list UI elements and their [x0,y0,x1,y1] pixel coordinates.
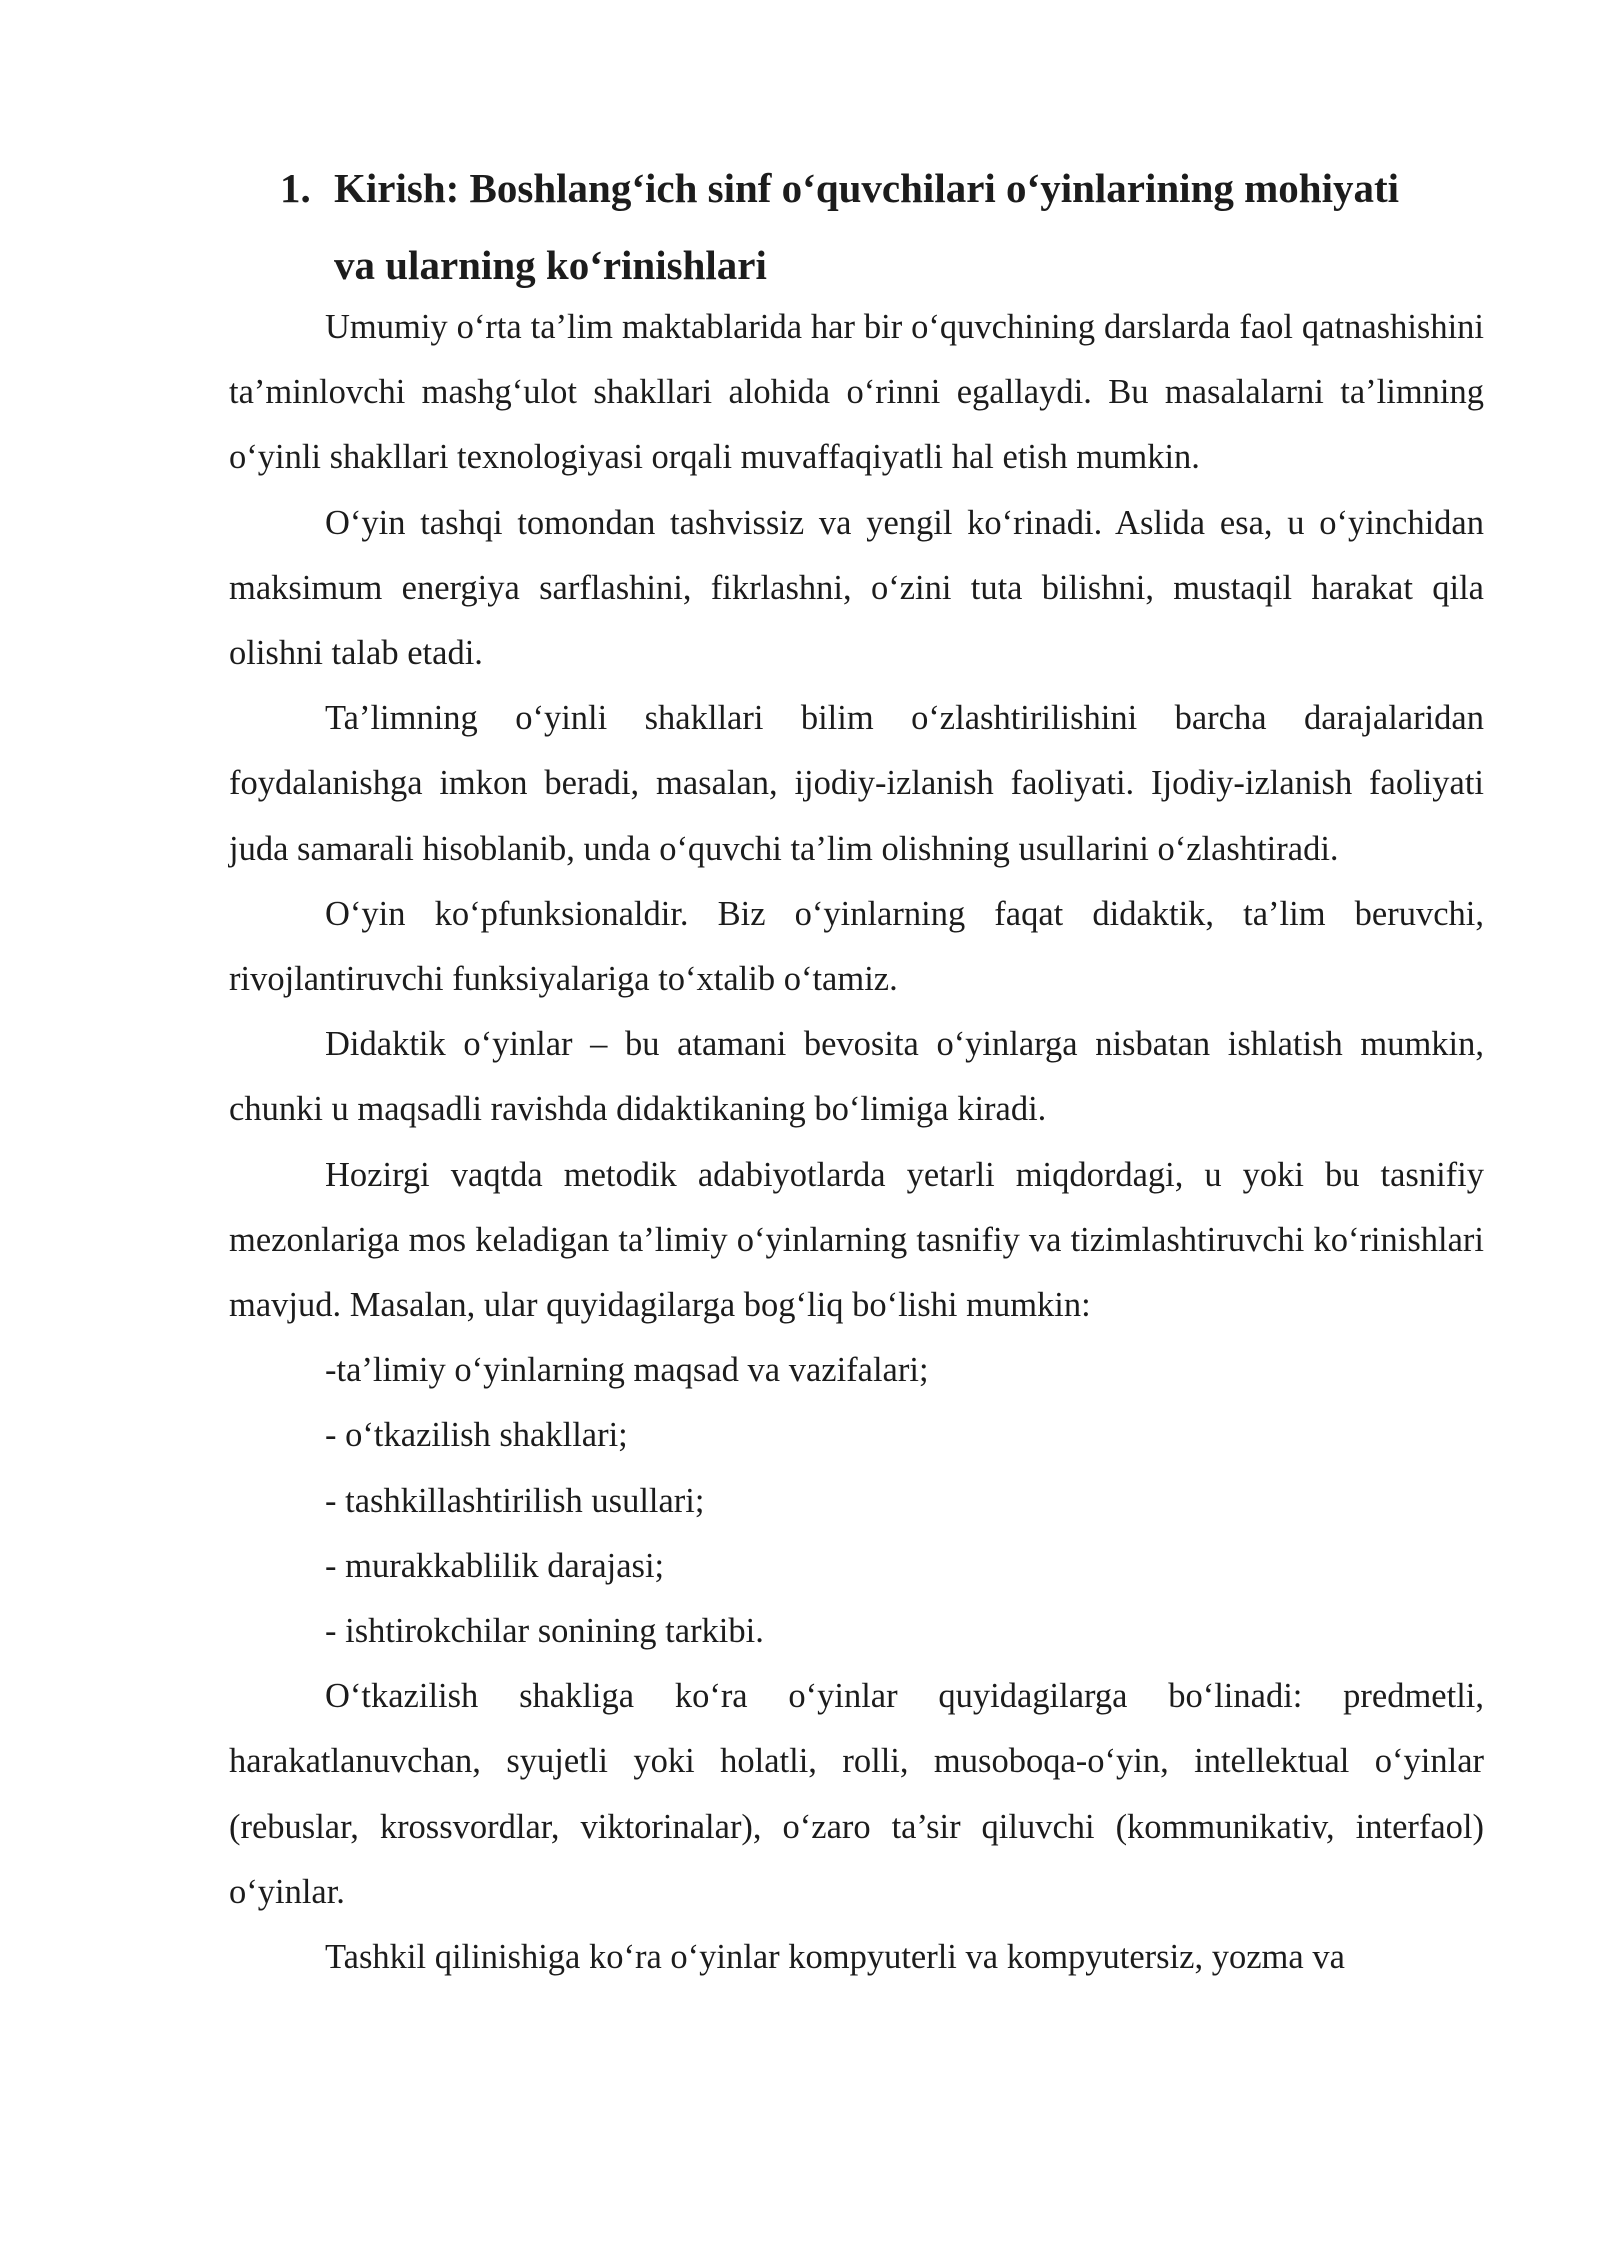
body-paragraph: O‘yin ko‘pfunksionaldir. Biz o‘yinlarning faqat didaktik, ta’lim beruvchi, rivojlantiruvchi funksiyalariga to‘xtalib o‘tamiz. [229,894,1484,999]
section-title-line-2: va ularning ko‘rinishlari [334,242,767,288]
document-body [229,295,1484,1990]
body-paragraph: O‘yin tashqi tomondan tashvissiz va yengil ko‘rinadi. Aslida esa, u o‘yinchidan maksimum energiya sarflashini, fikrlashni, o‘zini tuta bilishni, mustaqil harakat qila olishni talab etadi. [229,503,1484,673]
list-item: - ishtirokchilar sonining tarkibi. [325,1612,764,1651]
body-paragraph: Ta’limning o‘yinli shakllari bilim o‘zlashtirilishini barcha darajalaridan foydalanishga imkon beradi, masalan, ijodiy-izlanish faoliyati. Ijodiy-izlanish faoliyati juda samarali hisoblanib, unda o‘quvchi ta’lim olishning usullarini o‘zlashtiradi. [229,699,1484,868]
list-item: -ta’limiy o‘yinlarning maqsad va vazifalari; [325,1351,929,1390]
section-title-line-1: Kirish: Boshlang‘ich sinf o‘quvchilari o‘yinlarining mohiyati [334,165,1400,211]
section-number: 1. [280,165,311,211]
list-item: - o‘tkazilish shakllari; [325,1416,628,1455]
body-paragraph: Hozirgi vaqtda metodik adabiyotlarda yetarli miqdordagi, u yoki bu tasnifiy mezonlariga mos keladigan ta’limiy o‘yinlarning tasnifiy va tizimlashtiruvchi ko‘rinishlari mavjud. Masalan, ular quyidagilarga bog‘liq bo‘lishi mumkin: [229,1155,1484,1325]
body-paragraph: Umumiy o‘rta ta’lim maktablarida har bir o‘quvchining darslarda faol qatnashishini ta’minlovchi mashg‘ulot shakllari alohida o‘rinni egallaydi. Bu masalalarni ta’limning o‘yinli shakllari texnologiyasi orqali muvaffaqiyatli hal etish mumkin. [229,308,1484,477]
body-paragraph-truncated: Tashkil qilinishiga ko‘ra o‘yinlar kompyuterli va kompyutersiz, yozma va [325,1938,1345,1977]
section-heading [280,150,1500,304]
criteria-list [229,1338,1484,1664]
list-item: - tashkillashtirilish usullari; [325,1481,705,1520]
body-paragraph: Didaktik o‘yinlar – bu atamani bevosita o‘yinlarga nisbatan ishlatish mumkin, chunki u maqsadli ravishda didaktikaning bo‘limiga kiradi. [229,1025,1484,1129]
list-item: - murakkablilik darajasi; [325,1546,665,1585]
body-paragraph: O‘tkazilish shakliga ko‘ra o‘yinlar quyidagilarga bo‘linadi: predmetli, harakatlanuvchan, syujetli yoki holatli, rolli, musoboqa-o‘yin, intellektual o‘yinlar (rebuslar, krossvordlar, viktorinalar), o‘zaro ta’sir qiluvchi (kommunikativ, interfaol) o‘yinlar. [229,1677,1484,1911]
